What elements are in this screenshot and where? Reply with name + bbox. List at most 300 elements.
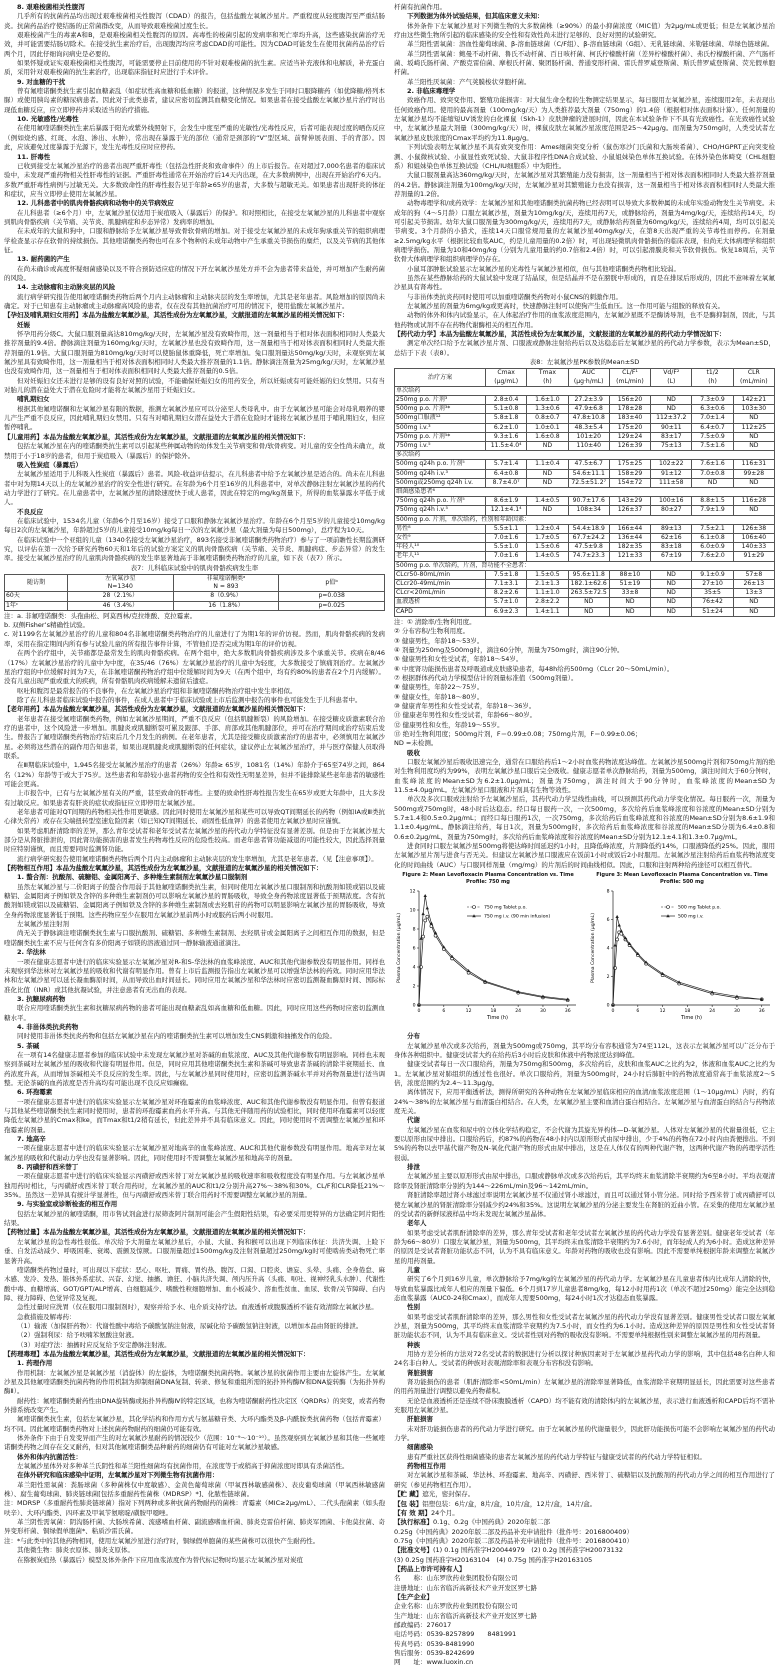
value-cell: 158±29	[609, 469, 650, 478]
value-cell: 112±37.2	[651, 414, 692, 423]
paragraph: 一项在健康志愿者中进行的临床实验显示丙磺舒或西米替丁对左氧氟沙星的吸收速率和吸收程度没有明显作用。与左氧氟沙星单独用药时相比，与丙磺舒或西米替丁联合用药时，左氧氟沙星的AUC和t1/2分别升高27%～38%和30%，CL/F和CLR降低21%～35%。虽然这一差异具有统计学显著性，但与丙磺舒或西米替丁联合用药时不需要调整左氧氟沙星的剂量。	[4, 1172, 385, 1200]
sub-heading: 3. 抗糖尿病药物	[17, 994, 66, 1003]
value-cell: 1.1±1.0	[527, 589, 568, 598]
value-cell: 1.4±0.5	[527, 552, 568, 561]
value-cell: 110±40	[568, 442, 609, 451]
value-cell: 27.2±3.9	[568, 396, 609, 405]
table-row	[395, 386, 775, 395]
paragraph: 致癌作用、致突变作用、繁殖功能损害：对大鼠生命全程的生物测定结果显示，每日服用左氧氟沙星，连续服用2年，未表现出任何致癌作用。使用的最高剂量（100mg/kg/天）为人类推荐最大剂量（750mg）的1.4倍（根据相对体表面积计算）。任何剂量的左氧氟沙星均不能缩短UV诱发的白化裸鼠（Skh-1）皮肤肿瘤的进展时间，因此在本试验条件下不具有光致癌性。在光致癌性试验中，左氧氟沙星最大剂量（300mg/kg/天）时，裸鼠皮肤左氧氟沙星浓度范围是25～42μg/g。而剂量为750mg时，人类受试者左氧氟沙星皮肤浓度的Cmax平均约为11.8μg/g。	[394, 96, 775, 142]
table-row	[5, 601, 385, 610]
value-cell: 35±5	[692, 589, 733, 598]
paragraph: 氟喹诺酮类抗生素，包括左氧氟沙星，其化学结构和作用方式与氨基糖苷类、大环内酯类及β-内酰胺类抗菌药物（包括青霉素）均不同。因此氟喹诺酮类药物对上述抗菌药物耐药的细菌仍可能有效。	[4, 1415, 385, 1433]
value-cell: ND	[527, 478, 568, 487]
text-line: ND =未检测。	[394, 739, 438, 748]
sub-heading: 吸收	[407, 748, 420, 757]
paragraph: 在临床试验中一个亚组的儿童（1340名接受左氧氟沙星治疗，893名接受非氟喹诺酮类药物治疗）参与了一项前瞻性长期监测研究，以评估在第一次给予研究药物60天和1年后的试验方案定义的肌肉骨骼疾病（关节痛、关节炎、肌腱病症、步态异常）的发生率。接受左氧氟沙星治疗的儿童肌肉骨骼疾病的发生率显著地高于非氟喹诺酮类药物治疗的儿童，如下表（表7）所示。	[4, 535, 385, 563]
figure-title: Figure 2: Mean Levofloxacin Plasma Concentration vs. Time Profile: 750 mg	[402, 872, 574, 885]
value-cell: 7.5±0.9	[692, 432, 733, 441]
value-cell: 1.1±0.4	[527, 460, 568, 469]
sub-heading: 分布	[407, 1032, 420, 1041]
value-cell: 1.6±1.0	[527, 396, 568, 405]
svg-text:10: 10	[409, 908, 416, 914]
value-cell: 28（2.1%）	[68, 592, 174, 601]
table-row	[395, 442, 775, 451]
value-cell: 8（0.9%）	[173, 592, 279, 601]
paragraph: 流行病学研究报告使用氟喹诺酮类药物后两个月内主动脉瘤和主动脉夹层的发生率增加，尤其是老年患者。（见【注意事项】）。	[17, 854, 378, 863]
sub-heading: 6. 环孢霉素	[17, 1088, 53, 1097]
text-line: 网 址：www.luoxin.cn	[394, 1658, 474, 1667]
svg-text:18: 18	[684, 1008, 691, 1014]
paragraph: 在使用氟喹诺酮类抗生素后暴露于阳光或紫外线照射下，会发生中度至严重的光敏性/光毒性反应，后者可能表现过度的晒伤反应（例如烧灼感、红斑、水泡、渗出、水肿），常出现在暴露于光的部位（通常是颈部的“V”型区域、前臂伸展表面、手的背部）。因此，应该避免过度暴露于光源下，发生光毒性反应时应停药。	[4, 124, 385, 152]
value-cell: 91±12	[651, 469, 692, 478]
value-cell: 6.9±2.3	[486, 607, 527, 616]
svg-text:6: 6	[412, 946, 416, 952]
svg-text:36: 36	[564, 1008, 571, 1014]
paragraph: 虽然左氧氟沙星与二价阳离子的螯合作用弱于其他氟喹诺酮类抗生素，但同时使用左氧氟沙星口服制剂和抗酸剂如镁或铝以及硫糖铝、金属阳离子例如铁及含锌的多种维生素制剂仍可以影响左氧氟沙星的胃肠吸收，导致全身药物浓度显著低于预期浓度。含有抗酸剂如镁或铝以及硫糖铝、金属阳离子例如铁及含锌的多种维生素制剂或去羟肌苷的药物可以明显影响左氧氟沙星的胃肠吸收，导致全身药物浓度显著低于预期。这些药物应至少在服用左氧氟沙星前两小时或服药后两小时服用。	[4, 882, 385, 919]
paragraph: 虽然在某些静脉给药的大鼠试验中发现了结晶尿，但是结晶并不是在膀胱中形成的，而是在排尿后形成的，因此不意味着左氧氟沙星具有肾毒性。	[394, 273, 775, 292]
value-cell: 5.7±1.4	[486, 460, 527, 469]
value-cell: 74.7±23.3	[568, 552, 609, 561]
paragraph: 老年患者在接受氟喹诺酮类药物，例如左氧氟沙星期间，严重不良反应（包括肌腱断裂）的风险增加。在接受糖皮质激素联合治疗的患者中，这个风险进一步增加。肌腱炎或肌腱断裂可累及跟部、手部、肩部或其他肌腱部位，并可在治疗期间或治疗结束后发生。曾报告了氟喹诺酮类药物治疗结束后几个月发生的病例。在老年患者，尤其是接受糖皮质激素治疗的患者中，必须慎用左氧氟沙星。必须将这些潜在的副作用告知患者，如果出现肌腱炎或肌腱断裂的任何症状，建议停止左氧氟沙星治疗，并与医疗保健人员取得联系。	[4, 714, 385, 760]
bracket-field: 【批准文号】(1) 0.1g 国药准字H20044979 (2) 0.2g 国药准字H20073132	[394, 1546, 624, 1555]
value-cell: ND	[651, 607, 692, 616]
note-line: ⑦ 根据群体药代动力学模型估计的剂量标准值（500mg剂量）。	[394, 673, 578, 682]
value-cell: 54.6±11.1	[568, 469, 609, 478]
note-line: b. 双侧Fisher’s精确性试验。	[4, 621, 89, 630]
column-header: AUC (μg·h/mL)	[568, 369, 609, 386]
value-cell: 11.5±4.0⁴	[486, 442, 527, 451]
sub-heading: 妊娠	[17, 320, 30, 329]
svg-text:6: 6	[606, 918, 610, 924]
sub-heading: 2. 非临床毒理学	[407, 87, 456, 96]
section-heading: 9. 对血糖的干扰	[17, 77, 66, 86]
paragraph: 革兰阴性需氧菌：鲍曼不动杆菌、鲁氏不动杆菌、百日咳杆菌、柯氏柠檬酸杆菌（差异柠檬酸杆菌）、弗氏柠檬酸杆菌、产气肠杆菌、坂崎氏肠杆菌、产酸克雷伯菌、摩根氏杆菌、聚团肠杆菌、普通变形杆菌、雷氏普罗威登斯菌、斯氏普罗威登斯菌、荧光假单胞杆菌。	[394, 49, 775, 77]
leaflet-column-right	[394, 3, 775, 1667]
table-row	[5, 592, 385, 601]
paragraph: 肾功能损伤的患者（肌酐清除率<50mL/min）左氧氟沙星的清除率显著降低，血浆清除半衰期明显延长，因此需要对这些患者的用药剂量进行调整以避免药物蓄积。	[394, 1378, 775, 1396]
paragraph: 在未成年的大鼠和狗中，口服和静脉给予左氧氟沙星导致骨软骨病的增加。对于接受左氧氟沙星的未成年狗承重关节的组织病理学检查显示存在软骨的持续损伤。其他喹诺酮类药物也可在多个物种的未成年动物中产生承重关节损伤的糜烂，以及关节病的其他体征。	[4, 227, 385, 254]
note-line: 0.25g《中国药典》2020年版二部及药品补充申请批件（批件号：2016800409）	[394, 1527, 633, 1536]
table-section-row: 细菌感染患者⁶	[395, 488, 775, 497]
value-cell: 47.5±6.7	[568, 460, 609, 469]
value-cell: 6.4±0.8	[486, 469, 527, 478]
svg-text:0: 0	[417, 1008, 421, 1014]
value-cell: ND	[733, 478, 774, 487]
paragraph: 老年患者可能对QT间期的药物相关性作用更敏感。因此同时使用左氧氟沙星和某些可以导致QT间期延长的药物（例如IA或Ⅲ类抗心律失常药）或存在尖端扭转型室速危险因素（如已知QT间期延长、顽固性低血钾）的患者使用左氧氟沙星时应谨慎。	[4, 808, 385, 826]
sub-heading: 1. 螯合剂：抗酸剂、硫糖铝、金属阳离子、多种维生素制剂左氧氟沙星口服制剂	[17, 873, 248, 882]
svg-text:Time (h): Time (h)	[487, 1014, 508, 1021]
svg-text:2: 2	[606, 975, 610, 981]
sub-heading: 5. 茶碱	[17, 1041, 40, 1050]
table-row	[395, 405, 775, 414]
svg-text:24: 24	[515, 1008, 522, 1014]
value-cell: 126±37	[609, 506, 650, 515]
value-cell: ND	[692, 478, 733, 487]
value-cell: 5.5±1.0	[486, 543, 527, 552]
text-line: 售后服务：0539-8242699	[394, 1649, 475, 1658]
value-cell: 12.1±4.1⁴	[486, 506, 527, 515]
value-cell: 2.8±2.2	[527, 598, 568, 607]
row-label-cell: CLcr20-49mL/min	[395, 580, 486, 589]
value-cell: 182±35	[609, 543, 650, 552]
paragraph: 用协方差分析的方法对72名受试者的数据进行分析以探讨种族因素对于左氧氟沙星药代动力学的影响，其中包括48名白种人和24名非白种人。受试者的种族对表观清除率和表观分布容积没有影响。	[394, 1350, 775, 1368]
value-cell: ND	[733, 414, 774, 423]
value-cell: 175±20	[609, 423, 650, 432]
paragraph: 左氧氟沙星单次或多次给药，剂量为500mg或750mg，其平均分布容积通常为74至112L，这表示左氧氟沙星可以广泛分布于身体各种组织中。健康受试者大约在给药后3小时后皮肤和体液中药物浓度达到峰值。	[394, 1041, 775, 1060]
paragraph: 一项在健康志愿者中进行的临床实验显示左氧氟沙星对环孢霉素的血浆峰浓度、AUC和其他代谢参数没有明显作用。但曾有报道与其他某些喹诺酮类抗生素同时使用时，患者的环孢霉素血药水平升高。与其他无伴随用药的试验相比，同时使用环孢霉素可以轻度降低左氧氟沙星的Cmax和ke，而Tmax和t1/2稍有延长，但此差异并不具有临床意义。因此，同时使用时不需调整左氧氟沙星和环孢霉素的剂量。	[4, 1097, 385, 1134]
table-row	[395, 478, 775, 487]
paragraph: 革兰阴性需氧菌：阴沟肠杆菌、大肠埃希菌、流感嗜血杆菌、副流感嗜血杆菌、肺炎克雷伯杆菌、肺炎军团菌、卡他莫拉菌、奇异变形杆菌、铜绿假单胞菌*、粘质沙雷氏菌。	[4, 1518, 385, 1536]
column-header: Cmax (μg/mL)	[486, 369, 527, 386]
column-header: Tmax (h)	[527, 369, 568, 386]
paragraph: 进食同时口服左氧氟沙星500mg将使达峰时间延迟约1小时，且降低峰浓度，片剂降低约14%，口服液降低约25%。因此，服用左氧氟沙星片剂与进食与否无关。但建议左氧氟沙星口服液应在饭前1小时或饭后2小时服用。左氧氟沙星注射给药后血浆药物浓度变化的时间曲线（AUC）与口服同样剂量（mg/mg）的片剂后的时间曲线相似。因此，口服和注射两种给药途径可以相互替代。	[394, 842, 775, 869]
row-label-cell: CLcr<20mL/min	[395, 589, 486, 598]
concentration-time-plot	[588, 885, 776, 1027]
value-cell: ND	[651, 570, 692, 579]
value-cell: 140±33	[733, 543, 774, 552]
value-cell: 67±19	[651, 552, 692, 561]
table-row	[395, 598, 775, 607]
column-header: p值ᵇ	[279, 574, 385, 591]
value-cell: 90.7±17.6	[568, 497, 609, 506]
value-cell: 6.3±0.6	[692, 405, 733, 414]
value-cell: 16（1.8%）	[173, 601, 279, 610]
value-cell: 47.8±10.8	[568, 414, 609, 423]
value-cell: 83±18	[651, 543, 692, 552]
paragraph: 同时使用非甾体类抗炎药物和包括左氧氟沙星在内的喹诺酮类抗生素可以增加发生CNS刺激和抽搐发作的危险。	[17, 1032, 337, 1041]
paragraph: 小鼠耳部肿胀试验显示左氧氟沙星的光毒性与氧氟沙星相似，但与其他喹诺酮类药物相比较弱。	[407, 264, 680, 273]
paragraph: 左氧氟沙星的急性毒性很低。单次给予大剂量左氧氟沙星后，小鼠、大鼠、狗和猴可以出现下列临床体征：共济失调、上睑下垂、自发活动减少、呼吸困难、衰竭、震颤及惊厥。口服剂量超过1500mg/kg及注射剂量超过250mg/kg时可使啮齿类动物死亡率显著升高。	[4, 1237, 385, 1265]
svg-text:12: 12	[465, 1008, 472, 1014]
row-label-cell: 250mg p.o. 片剂³	[395, 396, 486, 405]
value-cell: 2.1±1.3	[527, 580, 568, 589]
legend-label: 500 mg Tablet p.o.	[678, 905, 721, 911]
value-cell: ND	[651, 580, 692, 589]
sub-heading: 8. 丙磺舒和西米替丁	[17, 1163, 79, 1172]
table-row	[395, 561, 775, 570]
bracket-field: 【贮 藏】遮光，密封保存。	[394, 1490, 475, 1499]
sub-heading: 肝脏损害	[407, 1415, 433, 1424]
value-cell: 7.5±1.6	[692, 442, 733, 451]
value-cell: 80±27	[651, 506, 692, 515]
bracket-section-heading: 【药理毒理】本品为盐酸左氧氟沙星，其活性成份为左氧氟沙星，文献报道的左氧氟沙星的相关情况如下：	[4, 1349, 310, 1358]
row-label-cell: 500mg p.o. 片剂³*	[395, 405, 486, 414]
value-cell: 75±13	[651, 442, 692, 451]
paragraph: 流行病学研究报告使用氟喹诺酮类药物后两个月内主动脉瘤和主动脉夹层的发生率增加，尤其是老年患者。风险增加的原因尚未确定。对于已知患有主动脉瘤或主动脉瘤高风险的患者，仅在没有其他抗菌治疗可用的情况下，使用盐酸左氧氟沙星片。	[4, 292, 385, 310]
row-label-cell: 女性⁹	[395, 534, 486, 543]
paragraph: 急救措施及解毒药：	[17, 1312, 76, 1321]
svg-text:8: 8	[606, 889, 610, 895]
value-cell: 27±10	[692, 580, 733, 589]
table-row	[395, 451, 775, 460]
value-cell: 1.4±0.5	[527, 497, 568, 506]
value-cell: ND	[527, 442, 568, 451]
text-line: 生产地址：山东省临沂高新技术产业开发区罗七路	[394, 1611, 537, 1620]
svg-text:Time (h): Time (h)	[681, 1014, 702, 1021]
value-cell: 175±25	[609, 460, 650, 469]
value-cell: 46（3.4%）	[68, 601, 174, 610]
svg-text:Plasma Concentration (μg/mL): Plasma Concentration (μg/mL)	[591, 913, 596, 983]
row-label-cell: 750mg q24h i.v.⁵	[395, 506, 486, 515]
section-heading: 8. 艰难梭菌相关性腹泻	[17, 3, 85, 11]
value-cell: 6.2±1.0	[486, 423, 527, 432]
value-cell: 83±17	[651, 432, 692, 441]
paragraph: 测定单次经口给予左氧氟沙星片剂、口服液或静脉注射给药后以及达稳态后左氧氟沙星的药代动力学参数，表示为Mean±SD，总结于下表（表8）。	[394, 339, 775, 357]
note-line: 注：MDRSP（多重耐药性肺炎链球菌）指对下列两种或多种抗菌药物耐药的菌株：青霉素（MIC≥2μg/mL）、二代头孢菌素（如头孢呋辛）、大环内酯类、四环素及甲氧苄氨嘧啶/磺胺甲噁唑。	[4, 1499, 385, 1517]
svg-text:4: 4	[606, 946, 610, 952]
sub-heading: 4. 非甾体类抗炎药物	[17, 1022, 79, 1031]
column-header: Vd/F² (L)	[651, 369, 692, 386]
table-row	[395, 515, 775, 524]
text-line: 企业名称：山东罗欣药业集团股份有限公司	[394, 1602, 518, 1611]
paragraph: 如果考虑肌酐清除率的差异，那么青年受试者和老年受试者左氧氟沙星的药代动力学特征没有显著差别。但是由于左氧氟沙星大部分是从肾脏排泄的，因此肾功能损害的患者发生药物毒性反应的危险性较高。而老年患者肾功能减退的可能性较大，因此选择剂量时应特别谨慎，而且需要同时监测肾功能。	[4, 826, 385, 854]
paragraph: 革兰阳性厌氧菌：产气荚膜梭状芽胞杆菌。	[407, 77, 531, 86]
value-cell: 166±44	[609, 524, 650, 533]
bracket-field: 【有 效 期】24个月。	[394, 1508, 459, 1517]
paragraph: 在一项有14名健康志愿者参加的临床试验中未发现左氧氟沙星对茶碱的血浆浓度、AUC及其他代谢参数有明显影响。同样也未观察到茶碱对左氧氟沙星的吸收和代谢有明显作用。但是，同时应用其他喹诺酮类抗生素和茶碱可导致患者茶碱的清除半衰期延长、血药浓度升高，从而增加茶碱相关不良反应的发生率。因此，与左氧氟沙星同时使用时，应密切监测茶碱水平并对药物剂量进行适当调整。无论茶碱的血药浓度是否升高均有可能出现不良反应如癫痫。	[4, 1050, 385, 1087]
value-cell: 102±22	[651, 460, 692, 469]
sub-heading: 不良反应	[17, 507, 43, 516]
note-line: ⑫ 健康男性和女性，年龄19～55岁。	[394, 720, 504, 729]
value-cell: 7.3±0.9	[692, 396, 733, 405]
value-cell: 76±42	[692, 598, 733, 607]
value-cell: 13±3	[733, 589, 774, 598]
row-label-cell: 750mg i.v.⁵	[395, 442, 486, 451]
paragraph: 研究了6个月到16岁儿童，单次静脉给予7mg/kg的左氧氟沙星的药代动力学。左氧氟沙星在儿童患者体内比成年人清除的快，导致血浆暴露比成年人相应的剂量下偏低。6个月到17岁儿童患者8mg/kg，每12小时用药1次（单次不超过250mg）能完全达到稳态血浆暴露（AUC0-24和Cmax），而成年人需要500mg，每24小时1次才达稳态血浆暴露。	[394, 1275, 775, 1302]
value-cell: 2.8±0.4	[486, 396, 527, 405]
svg-text:6: 6	[636, 1008, 640, 1014]
value-cell: 183±40	[609, 414, 650, 423]
value-cell: ND	[651, 405, 692, 414]
sub-heading: 老年人	[407, 1219, 427, 1228]
table-section-row: 500mg p.o. 片剂，单次给药，性别和年龄因素：	[395, 515, 775, 524]
section-heading: 12. 儿科患者中的肌肉骨骼疾病和动物中的关节病效应	[17, 199, 174, 208]
svg-text:6: 6	[442, 1008, 446, 1014]
table-section-row: 单次给药	[395, 386, 775, 395]
value-cell: 156±20	[609, 396, 650, 405]
row-label-cell: 500mg q24h i.v.³	[395, 469, 486, 478]
pk-parameters-table	[394, 358, 775, 617]
text-line: 邮政编码：276017	[394, 1620, 452, 1629]
value-cell: 5.7±1.0	[486, 598, 527, 607]
paragraph: （3）对症疗法：抽搐时应反复给予安定静脉注射液。	[17, 1340, 171, 1349]
svg-text:2: 2	[412, 984, 416, 990]
paragraph: 体外条件下左氧氟沙星对下列微生物的大多数菌株（≥90%）的最小抑菌浓度（MIC值）为2μg/mL或更低；但是左氧氟沙星治疗由这些微生物所引起的临床感染的安全性和有效性尚未进行足够的、良好对照的试验研究。	[394, 21, 775, 40]
figure-3-chart	[588, 872, 776, 1030]
value-cell: 116±31	[733, 460, 774, 469]
paragraph: 革兰阳性需氧菌：粪肠球菌（多种菌株仅中度敏感）、金黄色葡萄球菌（甲氧西林敏感菌株）、表皮葡萄球菌（甲氧西林敏感菌株）、腐生葡萄球菌、肺炎链球菌[包括多重耐药性菌株（MDRSP）*]、化脓性链球菌。	[4, 1480, 385, 1499]
text-line: 名 称：山东罗欣药业集团股份有限公司	[394, 1574, 518, 1583]
paragraph: 艰难梭菌产生的毒素A和B，是艰难梭菌相关性腹泻的原因。高毒性的梭菌引起的发病率和死亡率均升高，这些感染抗菌治疗无效，并可能需要结肠切除术。在接受抗生素治疗后，出现腹泻均应考虑CDAD的可能性。因为CDAD可能发生在使用抗菌药品治疗后两个月，因此仔细询问病史是必要的。	[4, 31, 385, 58]
bracket-section-heading: 【药代动力学】本品为盐酸左氧氟沙星，其活性成份为左氧氟沙星，文献报道的左氧氟沙星的药代动力学情况如下：	[394, 330, 726, 339]
paragraph: 几乎所有的抗菌药品均出现过艰难梭菌相关性腹泻（CDAD）的报告，包括盐酸左氧氟沙星片。严重程度从轻度腹泻至严重结肠炎。抗菌药品治疗使结肠的正常菌群改变，从而导致艰难梭菌过度生长。	[4, 12, 385, 30]
paragraph: 联合应用喹诺酮类抗生素和抗糖尿病药物的患者可能出现血糖紊乱如高血糖和低血糖。因此，同时应用这些药物时应密切监测血糖水平。	[4, 1004, 385, 1022]
paragraph: 动物的体外和体内试验显示，在人体起治疗作用的血浆浓度范围内，左氧氟沙星既不是酶诱导剂，也不是酶抑制剂，因此，与其他药物或试剂不存在药物代谢酶相关的相互作用。	[394, 311, 775, 329]
bracket-section-heading: 【老年用药】本品为盐酸左氧氟沙星，其活性成份为左氧氟沙星，文献报道的左氧氟沙星的相关情况如下：	[4, 705, 310, 714]
concentration-time-plot	[394, 885, 582, 1027]
value-cell: 143±29	[609, 497, 650, 506]
musculoskeletal-disorder-table	[4, 564, 385, 611]
table-row	[395, 488, 775, 497]
paragraph: 除了在儿科患者临床试验中报告的事件，在成人患者中于临床试验或上市后监测中报告的事件也可能发生于儿科患者中。	[17, 695, 362, 704]
table-row	[395, 469, 775, 478]
row-label-cell: 1年ᶜ	[5, 601, 68, 610]
text-line: 传真号码：0539-8481990	[394, 1639, 475, 1648]
value-cell: ND	[733, 506, 774, 515]
bracket-section-heading: 【儿童用药】本品为盐酸左氧氟沙星，其活性成份为左氧氟沙星，文献报道的左氧氟沙星的相关情况如下：	[4, 432, 310, 441]
value-cell: 33±8	[609, 589, 650, 598]
table-row	[395, 460, 775, 469]
paragraph: 下列试验表明左氧氟沙星不具有致突变作用：Ames细菌突变分析（鼠伤寒沙门氏菌和大肠埃希菌）、CHO/HGPRT正向突变检测、小鼠微核试验、小鼠显性致死试验、大鼠非程序性DNA合成试验、小鼠姐妹染色单体互换试验。在体外染色体畸变（CHL细胞系）和姐妹染色单体互换试验（CHL/IU细胞系）中为阳性。	[394, 143, 775, 170]
value-cell: ND	[651, 396, 692, 405]
paragraph: 如果怀疑或证实艰难梭菌相关性腹泻，可能需要停止目前使用的不针对艰难梭菌的抗生素。应适当补充液体和电解质，补充蛋白质，采用针对艰难梭菌的抗生素治疗，出现临床指征时应进行手术评价。	[4, 59, 385, 77]
svg-text:36: 36	[758, 1008, 765, 1014]
table-8	[394, 368, 775, 616]
paragraph: 在儿科患者（≥6个月）中，左氧氟沙星仅适用于炭疽吸入（暴露后）的保护。和对照相比，在接受左氧氟沙星的儿科患者中观察到肌肉骨骼疾病（关节痛、关节炎、肌腱病症和步态异常）发病率的增加。	[4, 208, 385, 226]
sub-heading: 下列数据为体外试验结果，但其临床意义未知：	[407, 12, 544, 21]
paragraph: 患有严重社区获得性细菌感染的患者左氧氟沙星的药代动力学特征与健康受试者的药代动力学特征相似。	[407, 1452, 706, 1461]
value-cell: 103±30	[733, 405, 774, 414]
column-header: t1/2 (h)	[692, 369, 733, 386]
table-row	[395, 570, 775, 579]
value-cell: ND	[568, 598, 609, 607]
leaflet-column-left	[4, 3, 385, 1564]
value-cell: ND	[609, 607, 650, 616]
bracket-section-heading: 【药物过量】本品为盐酸左氧氟沙星，其活性成份为左氧氟沙星，文献报道的左氧氟沙星的相关情况如下：	[4, 1228, 310, 1237]
row-label-cell: 500mg或250mg q24h i.v.	[395, 478, 486, 487]
bracket-section-heading: 【药品上市许可持有人】	[394, 1564, 466, 1573]
text-line: 杆菌有抗菌作用。	[394, 3, 446, 11]
value-cell: 7.0±1.4	[692, 414, 733, 423]
table-section-row: 多次给药	[395, 451, 775, 460]
value-cell: 263.5±72.5	[568, 589, 609, 598]
legend-label: 750 mg Tablet p.o.	[484, 905, 527, 911]
value-cell: 5.1±0.8	[486, 405, 527, 414]
value-cell: 51±24	[692, 607, 733, 616]
value-cell: 112±25	[733, 423, 774, 432]
sub-heading: 7. 地高辛	[17, 1135, 46, 1144]
column-header: CLR (mL/min)	[733, 369, 774, 386]
paragraph: 已收到接受左氧氟沙星治疗的患者出现严重肝毒性（包括急性肝炎和致命事件）的上市后报告。在对超过7,000名患者的临床试验中，未发现严重药物相关性肝毒性的证据。严重肝毒性通常在开始治疗后14天内出现，在大多数病例中，出现在开始治疗6天内。多数严重肝毒性病例与过敏无关。大多数致命性的肝毒性报告见于年龄≥65岁的患者，大多数与超敏无关。如果患者出现肝炎的体征和症状，应当立即停止使用左氧氟沙星。	[4, 161, 385, 198]
bracket-section-heading: 【孕妇及哺乳期妇女用药】本品为盐酸左氧氟沙星，其活性成份为左氧氟沙星，文献报道的左氧氟沙星的相关情况如下：	[4, 311, 349, 320]
paragraph: 怀孕用药分级C。大鼠口服剂量高达810mg/kg/天时，左氧氟沙星没有致畸作用，这一剂量相当于相对体表面积相同时人类最大推荐剂量的9.4倍。静脉滴注剂量为160mg/kg/天时，左氧氟沙星也没有致畸作用，这一剂量相当于相对体表面积相同时人类最大推荐剂量的1.9倍。大鼠口服剂量为810mg/kg/天时可以使胎鼠体重降低，死亡率增加。兔口服剂量达50mg/kg/天时，未观察到左氧氟沙星具有致畸作用，这一剂量相当于相对体表面积相同时人类最大推荐剂量的1.1倍。静脉滴注剂量为25mg/kg/天时，左氧氟沙星也没有致畸作用，这一剂量相当于相对体表面积相同时人类最大推荐剂量的0.5倍。	[4, 330, 385, 376]
paragraph: 包括左氧氟沙星的氟喹诺酮，用市售试剂盒进行尿筛查阿片制剂可能会产生假阳性结果，有必要采用更特异的方法确定阿片阳性结果。	[4, 1209, 385, 1228]
paragraph: 未对肝功能损伤患者的药代动力学进行研究。由于左氧氟沙星的代谢量很少，因此肝功能损伤可能不会影响左氧氟沙星的药代动力学。	[394, 1424, 775, 1443]
row-label-cell: 500mg口服液¹²	[395, 414, 486, 423]
paragraph: 在尚未确诊或高度怀疑细菌感染以及不符合预防适应症的情况下开左氧氟沙星处方并不会为患者带来益处，并可增加产生耐药菌的风险。	[4, 264, 385, 282]
value-cell: p=0.025	[279, 601, 385, 610]
row-label-cell: CLcr50-80mL/min	[395, 570, 486, 579]
paragraph: （1）输液（加保肝药物）：代谢性酸中毒给予碳酸氢钠注射液，尿碱化给予碳酸氢钠注射液，以增加本品由肾脏的排泄。	[17, 1321, 363, 1330]
value-cell: 7.5±1.8	[486, 570, 527, 579]
value-cell: 9.3±1.6	[486, 432, 527, 441]
note-line: 注：*与此类中的其他药物相同，使用左氧氟沙星进行治疗时，铜绿假单胞菌的某些菌株可以很快产生耐药性。	[4, 1536, 320, 1545]
paragraph: 急性过量时应洗胃（仅在服用口服制剂时），观察并给予水、电介质支持疗法。血液透析或腹膜透析不能有效清除左氧氟沙星。	[17, 1303, 378, 1312]
value-cell: 1.4±1.1	[527, 607, 568, 616]
svg-text:0: 0	[606, 1003, 610, 1009]
value-cell: 62±16	[651, 534, 692, 543]
note-line: ③ 健康男性，年龄18～53岁。	[394, 636, 484, 645]
value-cell: 48.3±5.4	[568, 423, 609, 432]
figure-2-chart	[394, 872, 582, 1030]
value-cell: 1.0±0.1	[527, 423, 568, 432]
value-cell: 142±21	[733, 396, 774, 405]
value-cell: 6.0±0.9	[692, 543, 733, 552]
column-header: 非氟喹诺酮类ᵃ N = 893	[173, 574, 279, 591]
paragraph: 一项在健康志愿者中进行的临床实验显示左氧氟沙星对地高辛的血浆峰浓度、AUC和其他代谢参数没有明显作用。地高辛对左氧氟沙星的吸收和代谢动力学也没有显著影响。因此，同时使用时不需调整左氧氟沙星和地高辛的剂量。	[4, 1144, 385, 1162]
value-cell: 178±28	[609, 405, 650, 414]
note-line: ⑬ 绝对生物利用度；500mg片剂，F＝0.99±0.08；750mg片剂，F＝0.99±0.06；	[394, 730, 642, 739]
paragraph: 尚无关于静脉滴注喹诺酮类抗生素与口服抗酸剂、硫糖铝、多种维生素制剂、去羟肌苷或金属阳离子之间相互作用的数据，但是喹诺酮类抗生素不应与任何含有多价阳离子如镁的溶液通过同一静脉输液通道滴注。	[4, 929, 385, 947]
section-heading: 13. 耐药菌的产生	[17, 255, 70, 264]
value-cell: 7.0±0.8	[692, 469, 733, 478]
value-cell: 67.7±24.2	[568, 534, 609, 543]
paragraph: 在猕猴炭疽热（暴露后）模型及体外条件下应用血浆浓度作为替代标记物时均显示左氧氟沙星对炭疽	[17, 1555, 303, 1564]
value-cell: 7.1±3.1	[486, 580, 527, 589]
column-header: 随访期	[5, 574, 68, 591]
value-cell: 108±34	[568, 506, 609, 515]
value-cell: 7.6±1.6	[692, 460, 733, 469]
paragraph: 其他微生物：肺炎衣原体、肺炎支原体。	[17, 1546, 134, 1555]
sub-heading: 儿童	[407, 1265, 420, 1274]
value-cell: 106±40	[733, 534, 774, 543]
svg-text:4: 4	[412, 965, 416, 971]
value-cell: 1.6±0.8	[527, 432, 568, 441]
note-line: ⑥ 中度肾功能损伤患者及呼吸道或皮肤感染患者，每48h给药500mg（CLcr 20～50mL/min）。	[394, 664, 674, 673]
paragraph: 包括左氧氟沙星在内的喹诺酮类抗生素可以引起某些种属动物的幼体发生关节病变和骨/软骨病变。对儿童的安全性尚未确立，故禁用于小于18岁的患者，但用于炭疽吸入（暴露后）的保护除外。	[4, 442, 385, 460]
paragraph: 在临床试验中，1534名儿童（年龄6个月至16岁）接受了口服和静脉左氧氟沙星治疗。年龄在6个月至5岁的儿童接受10mg/kg每日2次的左氧氟沙星，年龄超过5岁的儿童接受10mg/kg每日一次的左氧氟沙星（最大剂量为每日500mg），总疗程为10天。	[4, 516, 385, 535]
value-cell: ND	[527, 469, 568, 478]
paragraph: 根据其他氟喹诺酮和左氧氟沙星有限的数据，推测左氧氟沙星应可以分泌至人类母乳中。由于左氧氟沙星可能会对母乳喂养的婴儿产生严重不良反应，因此哺乳期妇女禁用。只有当对哺乳期妇女潜在益处大于潜在危险时才能将左氧氟沙星用于哺乳期妇女，但应暂停哺乳。	[4, 404, 385, 432]
table-row	[395, 524, 775, 533]
paragraph: 单次及多次口服或注射给予左氧氟沙星后，其药代动力学呈线性曲线，可以预测其药代动力学变化情况。每日服药一次，剂量为500mg或750mg时，48小时后达稳态。经口每日服药一次，一次500mg，多次给药后血浆峰浓度和谷浓度的Mean±SD分别为5.7±1.4和0.5±0.2μg/mL；而经口每日服药1次，一次750mg，多次给药后血浆峰浓度和谷浓度的Mean±SD分别为8.6±1.9和1.1±0.4μg/mL。静脉滴注给药，每日1次，剂量为500mg时，多次给药后血浆峰浓度和谷浓度的Mean±SD分别为6.4±0.8和0.6±0.2μg/mL，剂量为750mg时，多次给药后血浆峰浓度和谷浓度的Mean±SD分别为12.1±4.1和1.3±0.7μg/mL。	[394, 795, 775, 841]
sub-heading: 细菌感染	[407, 1443, 433, 1452]
paragraph: 耐药性：氟喹诺酮类耐药性由DNA旋转酶或拓扑异构酶Ⅳ的特定区域，也称为喹诺酮耐药性决定区（QRDRs）的突变，或者药物外排系统改变产生。	[4, 1396, 385, 1414]
paragraph: 肾脏清除率超过肾小球滤过率说明左氧氟沙星不仅通过肾小球滤过，而且可以通过肾小管分泌。同时给予西米替丁或丙磺舒可以使左氧氟沙星的肾脏清除率分别减少约24%和35%。这说明左氧氟沙星的分泌主要发生在肾脏的近曲小管。在采集的使用左氧氟沙星的受试者的新鲜尿液样品中均未发现左氧氟沙星晶体。	[394, 1191, 775, 1218]
svg-text:8: 8	[412, 927, 416, 933]
paragraph: 动物毒理学和/或药效学：左氧氟沙星和其他喹诺酮类抗菌药物已经表明可以导致大多数种属的未成年实验动物发生关节病变。未成年的狗（4～5月龄）口服左氧氟沙星，剂量为10mg/kg/天，连续用药7天，或静脉给药，剂量为4mg/kg/天，连续给药14天，均可引起关节损害。幼年大鼠口服剂量为300mg/kg/天，连续用药7天，或静脉给药剂量为60mg/kg/天，连续给药4周，均可以引起关节病变。3个月龄的小猎犬，连续14天口服常规用量的左氧氟沙星40mg/kg/天，在第8天出现严重的关节毒性而停药。在剂量≥2.5mg/kg水平（根据比较血浆AUC，约是儿童用量的0.2倍）时，可出现轻微肌肉骨骼损伤的临床表现，但尚无大体病理学和组织病理学损伤。剂量为10和40mg/kg（分别为儿童用量的约0.7倍和2.4倍）时，可以引起滑膜炎和关节软骨损伤。恢复18周后，关节软骨大体病理学和组织病理学仍存在。	[394, 199, 775, 264]
value-cell: 1.2±0.4	[527, 524, 568, 533]
paragraph: 呕吐和腹泻是最常报告的不良事件，在左氧氟沙星治疗组和非氟喹诺酮药物治疗组中发生率相似。	[17, 686, 297, 695]
value-cell: 126±39	[609, 442, 650, 451]
value-cell: ND	[568, 607, 609, 616]
bracket-section-heading: 【药物相互作用】本品为盐酸左氧氟沙星，其活性成份为左氧氟沙星，文献报道的左氧氟沙星的相关情况如下：	[4, 864, 323, 873]
paragraph: 无论是血液透析还是连续不卧床腹膜透析（CAPD）均不能有效的清除体内的左氧氟沙星，表示进行血液透析和CAPD后均不需补充服用左氧氟沙星。	[394, 1396, 775, 1415]
svg-text:24: 24	[709, 1008, 716, 1014]
paragraph: 如果考虑受试者肌酐清除率的差异，那么男性和女性受试者左氧氟沙星的药代动力学没有显著差别。健康男性受试者口服左氧氟沙星，剂量为500mg，其平均终末血浆清除半衰期约为7.5小时，而女性约为6.1小时。造成这种差异的原因是男性和女性受试者肾脏功能状态不同，认为不具有临床意义。受试者性别对药物的吸收没有影响。不需要单纯根据性别来调整左氧氟沙星的用药剂量。	[394, 1312, 775, 1340]
paragraph: 左氧氟沙星在血浆和尿中的立体化学结构稳定，不会代谢为其旋光异构体—D-氧氟沙星。人体对左氧氟沙星的代谢量很低，它主要以原形由尿中排出。口服给药后，约87%的药物在48小时内以原形形式由尿中排出，少于4%的药物在72小时内由粪便排出。不到5%的药物以去甲基代谢产物及N-氧化代谢产物的形式由尿中排出，这是在人体仅有的两种代谢产物，这两种代谢产物的药理学活性很弱。	[394, 1125, 775, 1162]
text-line: 注册地址：山东省临沂高新技术产业开发区罗七路	[394, 1583, 537, 1592]
value-cell: 9.1±0.9	[692, 570, 733, 579]
note-line: (3) 0.25g 国药准字H20163104 (4) 0.75g 国药准字H20163105	[394, 1555, 593, 1564]
value-cell: 7.9±1.9	[692, 506, 733, 515]
table-row	[395, 506, 775, 515]
paragraph: 上市报告中，已有与左氧氟沙星有关的严重，甚至致命的肝毒性。主要的致命性肝毒性报告发生在65岁或更大年龄中，且大多没有过敏反应。如果患者有肝炎的症状或指征应立即停用左氧氟沙星。	[4, 789, 385, 807]
value-cell: 129±24	[609, 432, 650, 441]
column-header: 左氧氟沙星 N=1340	[68, 574, 174, 591]
sub-heading: 9. 与实验室或诊断检查的相互作用	[17, 1200, 118, 1209]
value-cell: 116±28	[733, 497, 774, 506]
value-cell: 8.2±2.6	[486, 589, 527, 598]
value-cell: 1.3±0.6	[527, 405, 568, 414]
note-line: ⑨ 健康女性，年龄18～80岁。	[394, 692, 484, 701]
value-cell: 8.7±4.0⁷	[486, 478, 527, 487]
row-label-cell: 750mg p.o. 片剂⁵*	[395, 432, 486, 441]
value-cell: 91±29	[733, 552, 774, 561]
value-cell: ND	[651, 598, 692, 607]
note-line: 注：① 清除率/生物利用度。	[394, 617, 476, 626]
paragraph: 大鼠口服剂量高达360mg/kg/天时，左氧氟沙星对其繁殖能力没有损害，这一剂量相当于相对体表面积相同时人类最大推荐剂量的4.2倍。静脉滴注剂量为100mg/kg/天时，左氧氟沙星对其繁殖能力也没有损害，这一剂量相当于相对体表面积相同时人类最大推荐剂量的1.2倍。	[394, 171, 775, 198]
